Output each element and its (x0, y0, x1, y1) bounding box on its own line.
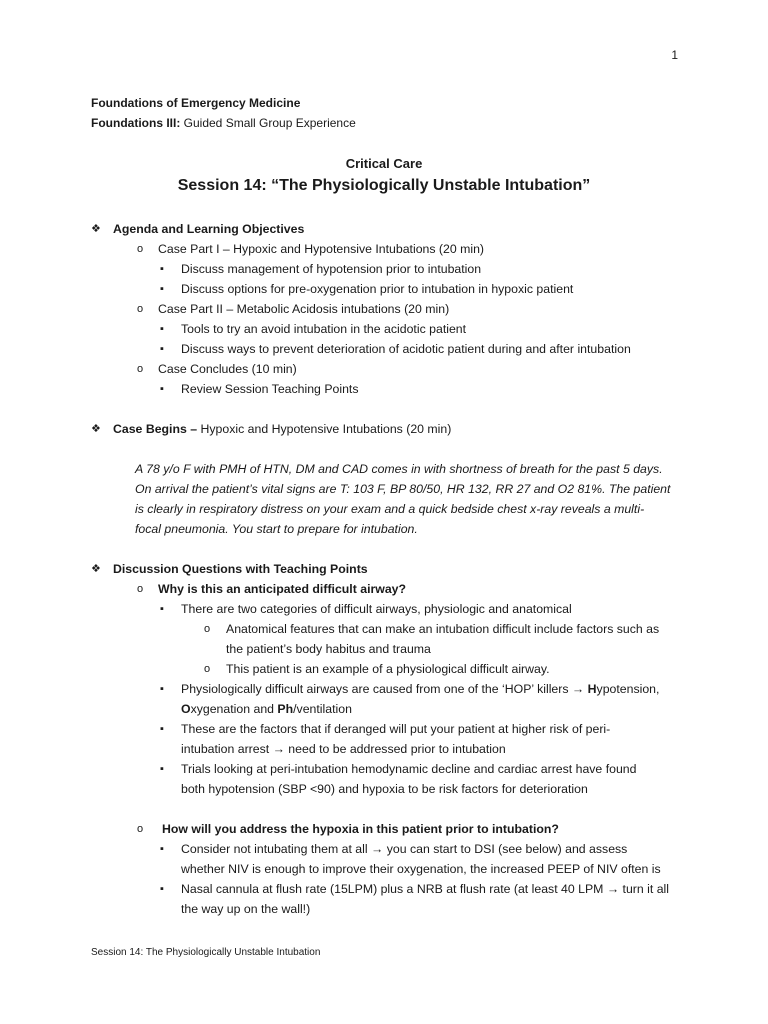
list-item-continued: the way up on the wall!) (181, 902, 311, 916)
diamond-bullet-icon: ❖ (91, 563, 101, 575)
list-item: These are the factors that if deranged will put your patient at higher risk of peri- (181, 722, 611, 736)
list-item: Consider not intubating them at all → you can start to DSI (see below) and assess (181, 842, 628, 856)
page-title: Session 14: “The Physiologically Unstable Intubation” (177, 177, 591, 194)
case-text-line: is clearly in respiratory distress on your exam and a quick bedside chest x-ray reveals a multi- (135, 502, 645, 516)
list-item: Nasal cannula at flush rate (15LPM) plus a NRB at flush rate (at least 40 LPM → turn it all (181, 882, 670, 896)
page-number: 1 (671, 48, 678, 62)
course-subtitle: Foundations III: Guided Small Group Experience (91, 116, 356, 130)
square-bullet-icon: ▪ (160, 263, 164, 275)
case-text-line: focal pneumonia. You start to prepare for intubation. (135, 522, 418, 536)
case-text-line: On arrival the patient’s vital signs are T: 103 F, BP 80/50, HR 132, RR 27 and O2 81%. The patient (135, 482, 671, 496)
circle-bullet-icon: o (137, 243, 144, 255)
square-bullet-icon: ▪ (160, 843, 164, 855)
circle-bullet-icon: o (137, 303, 144, 315)
agenda-heading: Agenda and Learning Objectives (113, 222, 305, 236)
list-item: Anatomical features that can make an intubation difficult include factors such as (226, 622, 660, 636)
list-item: Discuss ways to prevent deterioration of acidotic patient during and after intubation (181, 342, 631, 356)
list-item: Trials looking at peri-intubation hemodynamic decline and cardiac arrest have found (181, 762, 637, 776)
circle-bullet-icon: o (137, 583, 144, 595)
circle-bullet-icon: o (204, 663, 211, 675)
list-item: There are two categories of difficult airways, physiologic and anatomical (181, 602, 572, 616)
agenda-part-2: Case Part II – Metabolic Acidosis intubations (20 min) (158, 302, 450, 316)
list-item: Tools to try an avoid intubation in the acidotic patient (181, 322, 467, 336)
circle-bullet-icon: o (137, 363, 144, 375)
question-1: Why is this an anticipated difficult airway? (158, 582, 407, 596)
question-2: How will you address the hypoxia in this patient prior to intubation? (162, 822, 559, 836)
list-item-continued: both hypotension (SBP <90) and hypoxia to be risk factors for deterioration (181, 782, 588, 796)
square-bullet-icon: ▪ (160, 683, 164, 695)
case-heading: Case Begins – Hypoxic and Hypotensive Intubations (20 min) (113, 422, 452, 436)
list-item-continued: Oxygenation and Ph/ventilation (181, 702, 352, 716)
discussion-heading: Discussion Questions with Teaching Points (113, 562, 368, 576)
section-subtitle: Critical Care (345, 156, 423, 171)
square-bullet-icon: ▪ (160, 343, 164, 355)
list-item: Review Session Teaching Points (181, 382, 359, 396)
list-item: Discuss management of hypotension prior to intubation (181, 262, 482, 276)
circle-bullet-icon: o (137, 823, 144, 835)
square-bullet-icon: ▪ (160, 383, 164, 395)
agenda-part-1: Case Part I – Hypoxic and Hypotensive Intubations (20 min) (158, 242, 485, 256)
page-footer: Session 14: The Physiologically Unstable Intubation (91, 947, 321, 958)
square-bullet-icon: ▪ (160, 603, 164, 615)
list-item: Physiologically difficult airways are caused from one of the ‘HOP’ killers → Hypotension, (181, 682, 660, 696)
list-item: This patient is an example of a physiological difficult airway. (226, 662, 550, 676)
list-item-continued: whether NIV is enough to improve their oxygenation, the increased PEEP of NIV often is (181, 862, 661, 876)
circle-bullet-icon: o (204, 623, 211, 635)
diamond-bullet-icon: ❖ (91, 223, 101, 235)
square-bullet-icon: ▪ (160, 763, 164, 775)
square-bullet-icon: ▪ (160, 323, 164, 335)
agenda-part-3: Case Concludes (10 min) (158, 362, 297, 376)
square-bullet-icon: ▪ (160, 883, 164, 895)
square-bullet-icon: ▪ (160, 283, 164, 295)
list-item: Discuss options for pre-oxygenation prior to intubation in hypoxic patient (181, 282, 574, 296)
diamond-bullet-icon: ❖ (91, 423, 101, 435)
list-item-continued: intubation arrest → need to be addressed prior to intubation (181, 742, 506, 756)
square-bullet-icon: ▪ (160, 723, 164, 735)
course-title: Foundations of Emergency Medicine (91, 96, 301, 110)
case-text-line: A 78 y/o F with PMH of HTN, DM and CAD comes in with shortness of breath for the past 5 days. (135, 462, 663, 476)
list-item-continued: the patient’s body habitus and trauma (226, 642, 431, 656)
